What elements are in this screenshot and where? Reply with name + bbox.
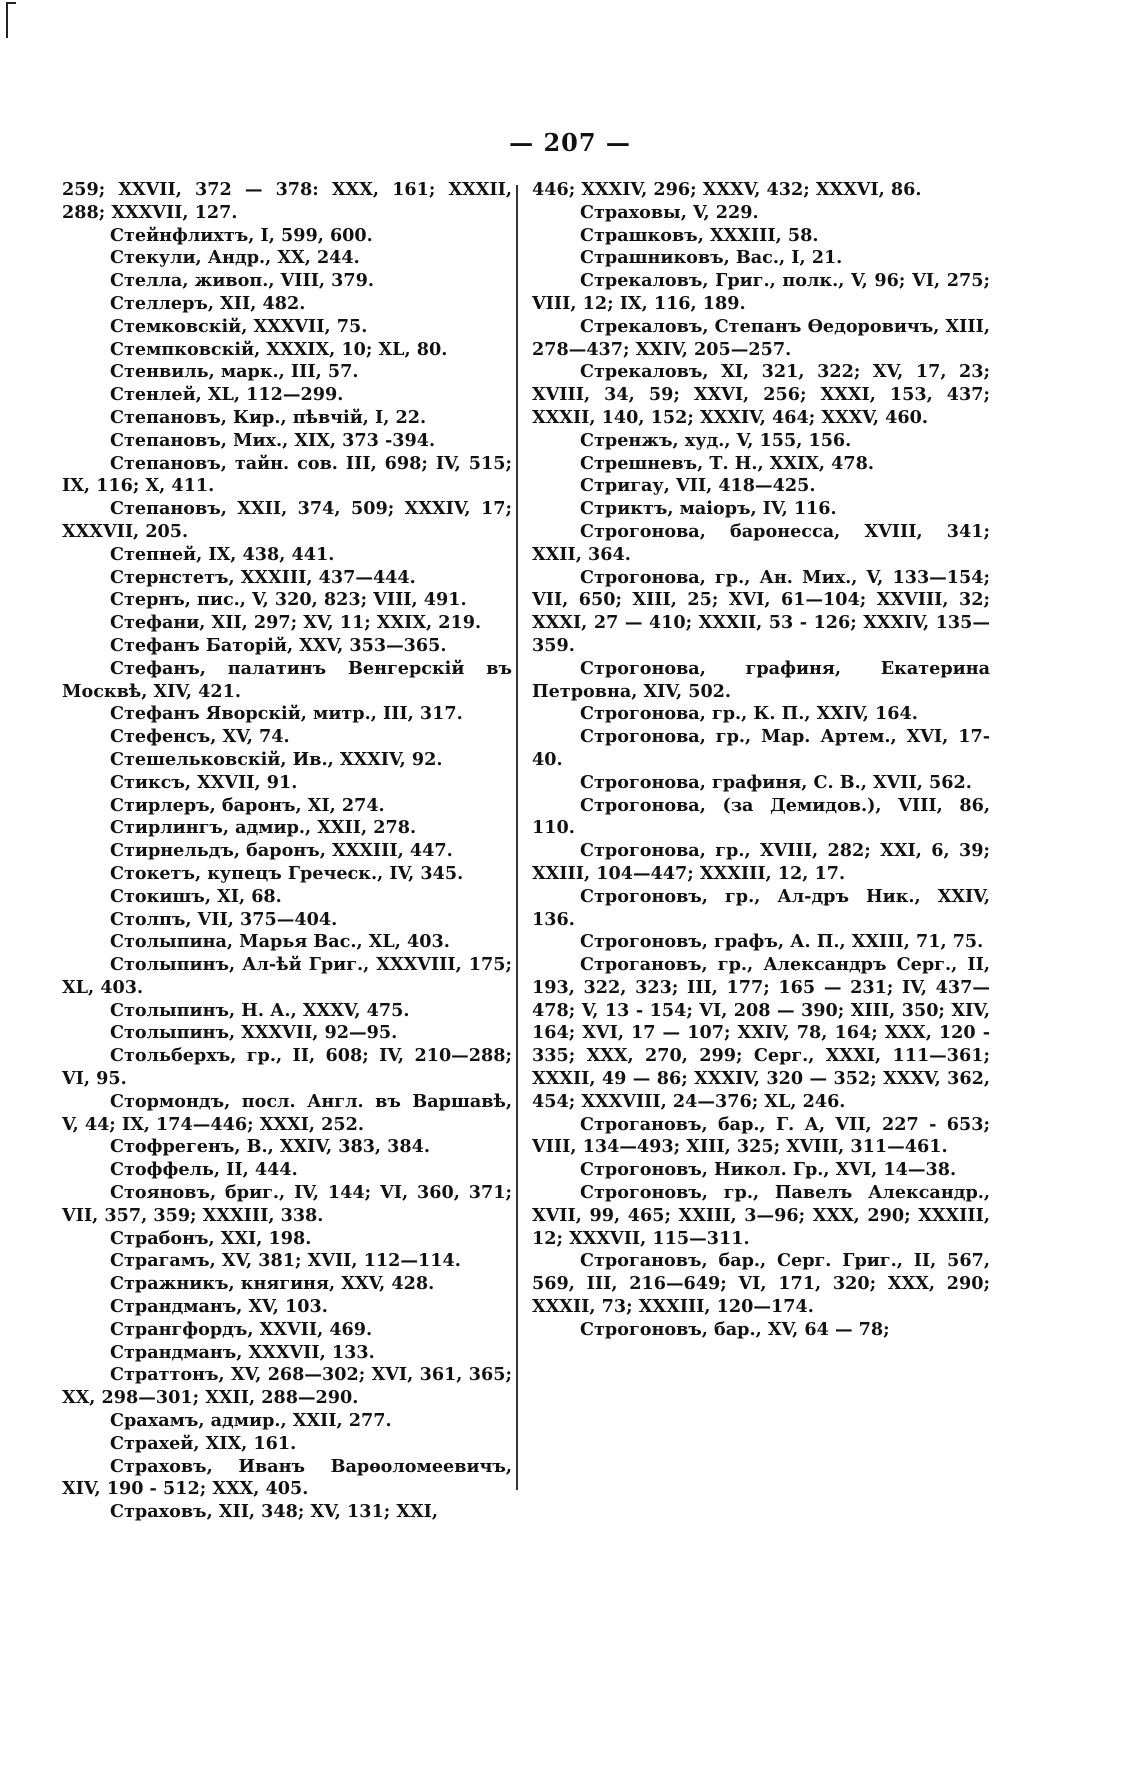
index-entry [532, 658, 990, 704]
entry-headword: Стефанъ Баторій [110, 634, 287, 656]
entry-headword: Строгановъ [580, 1250, 702, 1272]
index-entry [62, 863, 512, 886]
index-entry [62, 1250, 512, 1273]
entry-references: , адмир., XXII, 278. [222, 817, 417, 839]
index-entry [532, 270, 990, 316]
entry-headword: Стекули [110, 247, 196, 269]
entry-references: , Иванъ Варѳоломеевичъ, XIV, 190 - 512; XXX, 405. [62, 1455, 512, 1500]
index-entry [532, 931, 990, 954]
index-entry [532, 247, 990, 270]
entry-headword: Стемковскій [110, 315, 242, 337]
entry-headword: Степановъ [110, 406, 221, 428]
entry-headword: Столыпинъ [110, 999, 229, 1021]
entry-references: , графиня, Екатерина Петровна, XIV, 502. [532, 657, 990, 702]
index-entry [62, 1000, 512, 1023]
entry-headword: Столыпинъ [110, 954, 229, 976]
column-divider [516, 185, 518, 1490]
entry-references: , бриг., IV, 144; VI, 360, 371; VII, 357, 359; XXXIII, 338. [62, 1182, 512, 1226]
index-entry [532, 840, 990, 886]
index-entry [62, 384, 512, 407]
index-entry [62, 1342, 512, 1365]
entry-headword: Стояновъ [110, 1182, 210, 1204]
entry-headword: Стокетъ [110, 862, 195, 884]
entry-headword: Стемпковскій [110, 338, 255, 360]
index-entry [62, 817, 512, 840]
entry-references: , XV, 103. [236, 1296, 328, 1318]
entry-headword: Страшниковъ [580, 247, 724, 269]
index-entry [532, 703, 990, 726]
entry-references: , Ив., XXXIV, 92. [280, 748, 443, 770]
entry-references: , графиня, С. В., XVII, 562. [699, 771, 972, 793]
entry-references: , XXXIII, 58. [697, 224, 819, 246]
entry-references: , XXII, 374, 509; XXXIV, 17; XXXVII, 205. [62, 498, 512, 542]
entry-headword: Стернъ [110, 589, 185, 611]
entry-references: , Т. Н., XXIX, 478. [697, 452, 874, 474]
entry-headword: Стелла [110, 270, 183, 292]
entry-headword: Страндманъ [110, 1341, 237, 1363]
entry-headword: Стольберхъ [110, 1045, 231, 1067]
index-entry [532, 1319, 990, 1342]
entry-references: 446; XXXIV, 296; XXXV, 432; XXXVI, 86. [532, 179, 922, 200]
entry-headword: Стрекаловъ [580, 315, 703, 337]
page-number: — 207 — [509, 128, 631, 157]
left-index-column [62, 179, 512, 1524]
entry-headword: Строгановъ [580, 954, 702, 976]
entry-headword: Страховы [580, 201, 681, 223]
entry-headword: Стокишъ [110, 885, 205, 907]
index-entry [62, 1319, 512, 1342]
entry-references: , XV, 268—302; XVI, 361, 365; XX, 298—301; XXII, 288—290. [62, 1364, 512, 1409]
entry-headword: Стефани [110, 612, 200, 634]
index-entry [62, 1091, 512, 1137]
entry-references: , гр., Ан. Мих., V, 133—154; VII, 650; XIII, 25; XVI, 61—104; XXVIII, 32; XXXI, 27 — 410; XXXII, 53 - 126; XXXIV, 135—359. [532, 566, 990, 656]
entry-references: , XIX, 161. [193, 1432, 297, 1454]
entry-headword: Стефанъ [110, 657, 200, 679]
entry-references: , палатинъ Венгерскій въ Москвѣ, XIV, 421. [62, 657, 512, 702]
entry-references: , XV, 381; XVII, 112—114. [209, 1250, 461, 1272]
index-entry [62, 247, 512, 270]
entry-headword: Строгонова [580, 840, 700, 862]
entry-headword: Стешельковскій [110, 748, 281, 770]
index-entry [532, 772, 990, 795]
entry-headword: Строгонова [580, 657, 700, 679]
entry-references: , XXI, 198. [208, 1227, 312, 1249]
entry-references: , адмир., XXII, 277. [198, 1410, 392, 1432]
entry-headword: Странгфордъ [110, 1318, 248, 1340]
entry-headword: Стофрегенъ [110, 1136, 235, 1158]
index-entry [62, 225, 512, 248]
entry-references: , XXXIII, 437—444. [228, 566, 416, 588]
index-entry [532, 1159, 990, 1182]
index-entry [532, 1182, 990, 1250]
scan-corner-mark [6, 2, 16, 42]
entry-references: , XXXIX, 10; XL, 80. [254, 338, 448, 360]
index-entry [62, 179, 512, 225]
entry-references: , гр., Ал-дръ Ник., XXIV, 136. [532, 885, 990, 930]
entry-references: , XXXVII, 92—95. [228, 1022, 398, 1044]
entry-references: , Ал-ѣй Григ., XXXVIII, 175; XL, 403. [62, 954, 512, 998]
entry-references: , XXVII, 91. [184, 771, 298, 793]
entry-references: , XL, 112—299. [195, 384, 344, 406]
index-entry [62, 1273, 512, 1296]
entry-references: , гр., II, 608; IV, 210—288; VI, 95. [62, 1045, 512, 1090]
index-entry [62, 1296, 512, 1319]
entry-references: , баронъ, XXXIII, 447. [233, 840, 453, 862]
index-entry [62, 1501, 512, 1524]
entry-headword: Стейнфлихтъ [110, 224, 249, 246]
index-entry [62, 1364, 512, 1410]
entry-headword: Строгонова [580, 520, 700, 542]
entry-references: , XXXVII, 75. [241, 315, 368, 337]
entry-references: , В., XXIV, 383, 384. [234, 1136, 431, 1158]
entry-references: , VII, 375—404. [185, 908, 338, 930]
entry-headword: Стрешневъ [580, 452, 698, 474]
index-entry [62, 498, 512, 544]
entry-references: , IX, 438, 441. [196, 543, 335, 565]
entry-headword: Столыпинъ [110, 1022, 229, 1044]
entry-references: , пис., V, 320, 823; VIII, 491. [184, 589, 467, 611]
entry-references: , XXV, 353—365. [286, 634, 447, 656]
entry-headword: Строгоновъ [580, 1182, 702, 1204]
entry-references: , гр., Александръ Серг., II, 193, 322, 323; III, 177; 165 — 231; IV, 437—478; V, 13 - 154; VI, 208 — 390; XIII, 350; XIV, 164; XVI, 17 — 107; XXIV, 78, 164; XXX, 120 - 335; XXX, 270, 299; Серг., XXXI, 111—361; XXXII, 49 — 86; XXXIV, 320 — 352; XXXV, 362, 454; XXXVIII, 24—376; XL, 246. [532, 954, 990, 1112]
entry-references: , II, 444. [213, 1159, 298, 1181]
entry-headword: Стеллеръ [110, 292, 208, 314]
index-entry [62, 1045, 512, 1091]
entry-references: , гр., XVIII, 282; XXI, 6, 39; XXIII, 104—447; XXXIII, 12, 17. [532, 840, 990, 884]
entry-references: , XV, 74. [210, 726, 290, 748]
index-entry [532, 430, 990, 453]
entry-references: , княгиня, XXV, 428. [228, 1273, 435, 1295]
entry-headword: Страхей [110, 1432, 194, 1454]
index-entry [532, 498, 990, 521]
entry-references: , посл. Англ. въ Варшавѣ, V, 44; IX, 174—446; XXXI, 252. [62, 1090, 512, 1135]
entry-headword: Страттонъ [110, 1364, 219, 1386]
index-entry [532, 202, 990, 225]
entry-headword: Стирнельдъ [110, 840, 234, 862]
entry-references: , маіоръ, IV, 116. [667, 498, 837, 520]
entry-references: , купецъ Греческ., IV, 345. [194, 862, 464, 884]
entry-references: , Григ., полк., V, 96; VI, 275; VIII, 12; IX, 116, 189. [532, 270, 990, 314]
entry-references: , XXXVII, 133. [236, 1341, 375, 1363]
entry-headword: Страховъ [110, 1501, 207, 1523]
index-entry [62, 1433, 512, 1456]
entry-references: , гр., Мар. Артем., XVI, 17- 40. [532, 726, 990, 770]
index-entry [62, 909, 512, 932]
entry-references: , XI, 321, 322; XV, 17, 23; XVIII, 34, 59; XXVI, 256; XXXI, 153, 437; XXXII, 140, 152; XXXIV, 464; XXXV, 460. [532, 361, 990, 428]
entry-references: , худ., V, 155, 156. [672, 429, 852, 451]
entry-headword: Стрекаловъ [580, 361, 703, 383]
index-entry [62, 1136, 512, 1159]
entry-references: , Никол. Гр., XVI, 14—38. [701, 1159, 957, 1181]
entry-headword: Степановъ [110, 452, 221, 474]
index-entry [62, 293, 512, 316]
entry-references: , графъ, А. П., XXIII, 71, 75. [701, 931, 984, 953]
index-entry [62, 886, 512, 909]
index-entry [62, 339, 512, 362]
entry-headword: Строгоновъ [580, 1159, 702, 1181]
entry-headword: Столпъ [110, 908, 186, 930]
entry-headword: Страховъ [110, 1455, 207, 1477]
index-entry [532, 316, 990, 362]
entry-references: , I, 599, 600. [248, 224, 373, 246]
entry-headword: Строгонова [580, 566, 700, 588]
index-entry [62, 954, 512, 1000]
index-entry [62, 544, 512, 567]
index-entry [62, 612, 512, 635]
index-entry [62, 407, 512, 430]
index-entry [62, 361, 512, 384]
entry-references: , XXVII, 469. [247, 1318, 373, 1340]
index-entry [532, 453, 990, 476]
entry-headword: Стригау [580, 475, 664, 497]
entry-references: , марк., III, 57. [208, 361, 359, 383]
entry-headword: Строгоновъ [580, 1318, 702, 1340]
entry-headword: Страшковъ [580, 224, 698, 246]
entry-headword: Строгоновъ [580, 931, 702, 953]
entry-headword: Стоффель [110, 1159, 214, 1181]
entry-references: , XII, 297; XV, 11; XXIX, 219. [199, 612, 482, 634]
entry-headword: Строгановъ [580, 1113, 702, 1135]
entry-references: , Марья Вас., XL, 403. [226, 931, 450, 953]
entry-references: , бар., XV, 64 — 78; [701, 1318, 890, 1340]
entry-references: , гр., К. П., XXIV, 164. [699, 703, 918, 725]
entry-references: , бар., Г. А, VII, 227 - 653; VIII, 134—493; XIII, 325; XVIII, 311—461. [532, 1113, 990, 1158]
index-entry [532, 567, 990, 658]
right-index-column [532, 179, 990, 1342]
entry-references: , VII, 418—425. [663, 475, 816, 497]
index-entry [62, 567, 512, 590]
entry-headword: Страндманъ [110, 1296, 237, 1318]
entry-headword: Стирлингъ [110, 817, 223, 839]
entry-headword: Строгонова [580, 726, 700, 748]
index-entry [532, 954, 990, 1114]
index-entry [62, 589, 512, 612]
index-entry [62, 635, 512, 658]
entry-headword: Стернстетъ [110, 566, 229, 588]
index-entry [62, 749, 512, 772]
entry-references: , V, 229. [680, 201, 759, 223]
index-entry [62, 316, 512, 339]
entry-headword: Стенвиль [110, 361, 209, 383]
index-entry [62, 1456, 512, 1502]
index-entry [532, 475, 990, 498]
index-entry [62, 453, 512, 499]
index-entry [532, 521, 990, 567]
index-entry [62, 1182, 512, 1228]
index-entry [532, 1114, 990, 1160]
entry-headword: Срахамъ [110, 1410, 199, 1432]
entry-references: , Мих., XIX, 373 -394. [220, 429, 436, 451]
index-entry [62, 270, 512, 293]
index-entry [532, 886, 990, 932]
entry-references: , митр., III, 317. [300, 703, 463, 725]
entry-headword: Стормондъ [110, 1090, 225, 1112]
entry-references: , XII, 348; XV, 131; XXI, [206, 1501, 438, 1523]
entry-headword: Стефенсъ [110, 726, 211, 748]
index-entry [62, 772, 512, 795]
entry-headword: Строгоновъ [580, 885, 702, 907]
entry-references: , XII, 482. [207, 292, 306, 314]
index-entry [62, 1159, 512, 1182]
entry-headword: Стенлей [110, 384, 196, 406]
entry-headword: Стирлеръ [110, 794, 210, 816]
entry-headword: Столыпина [110, 931, 227, 953]
entry-references: , Вас., I, 21. [723, 247, 843, 269]
entry-headword: Строгонова [580, 771, 700, 793]
index-entry [62, 795, 512, 818]
index-entry [532, 726, 990, 772]
entry-headword: Степней [110, 543, 197, 565]
index-entry [62, 726, 512, 749]
entry-references: , Н. А., XXXV, 475. [228, 999, 410, 1021]
entry-headword: Стражникъ [110, 1273, 229, 1295]
entry-headword: Стриктъ [580, 498, 668, 520]
entry-references: , XI, 68. [204, 885, 282, 907]
entry-references: , (за Демидов.), VIII, 86, 110. [532, 794, 990, 839]
entry-references: , Андр., XX, 244. [195, 247, 360, 269]
entry-headword: Степановъ [110, 498, 221, 520]
index-entry [62, 430, 512, 453]
entry-references: , бар., Серг. Григ., II, 567, 569, III, 216—649; VI, 171, 320; XXX, 290; XXXII, 73; XXXIII, 120—174. [532, 1250, 990, 1318]
entry-references: , Степанъ Ѳедоровичъ, XIII, 278—437; XXIV, 205—257. [532, 315, 990, 360]
entry-references: , тайн. сов. III, 698; IV, 515; IX, 116; X, 411. [62, 452, 512, 497]
entry-references: , гр., Павелъ Александр., XVII, 99, 465; XXIII, 3—96; XXX, 290; XXXIII, 12; XXXVII, 115—311. [532, 1182, 990, 1249]
index-entry [62, 658, 512, 704]
index-entry [532, 361, 990, 429]
index-entry [62, 703, 512, 726]
entry-headword: Стиксъ [110, 771, 185, 793]
entry-headword: Стефанъ Яворскій [110, 703, 301, 725]
entry-headword: Страбонъ [110, 1227, 209, 1249]
index-entry [532, 1250, 990, 1318]
entry-references: , живоп., VIII, 379. [182, 270, 375, 292]
index-entry [532, 179, 990, 202]
entry-headword: Строгонова [580, 703, 700, 725]
index-entry [62, 1228, 512, 1251]
index-entry [62, 1410, 512, 1433]
index-entry [62, 931, 512, 954]
entry-references: 259; XXVII, 372 — 378: XXX, 161; XXXII, 288; XXXVII, 127. [62, 179, 512, 223]
entry-headword: Степановъ [110, 429, 221, 451]
index-entry [62, 840, 512, 863]
index-entry [532, 225, 990, 248]
entry-references: , баронесса, XVIII, 341; XXII, 364. [532, 520, 990, 565]
entry-headword: Страгамъ [110, 1250, 210, 1272]
index-entry [62, 1022, 512, 1045]
entry-references: , баронъ, XI, 274. [209, 794, 385, 816]
entry-references: , Кир., пѣвчій, I, 22. [220, 406, 427, 428]
entry-headword: Строгонова [580, 794, 700, 816]
index-entry [532, 795, 990, 841]
entry-headword: Стрекаловъ [580, 270, 703, 292]
entry-headword: Стренжъ [580, 429, 673, 451]
